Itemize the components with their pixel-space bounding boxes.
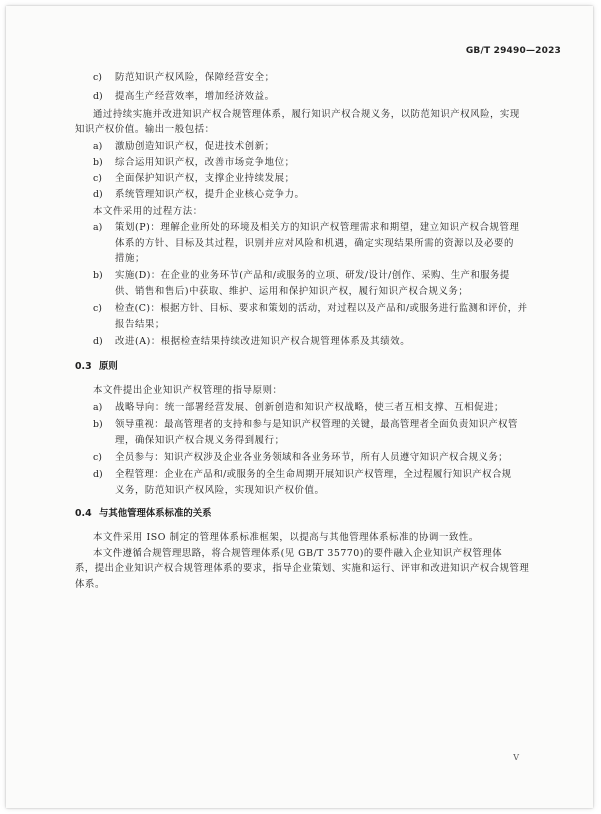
list-item-text: 全员参与：知识产权涉及企业各业务领域和各业务环节，所有人员遵守知识产权合规义务； bbox=[115, 452, 509, 463]
list-item-text: 策划(P)：理解企业所处的环境及相关方的知识产权管理需求和期望，建立知识产权合规管理 bbox=[115, 222, 520, 233]
section-title: 原则 bbox=[99, 361, 118, 372]
list-item-text: 激励创造知识产权，促进技术创新； bbox=[115, 141, 275, 152]
list-label: a) bbox=[93, 141, 103, 152]
list-label: c) bbox=[93, 452, 102, 463]
section-heading bbox=[75, 508, 212, 520]
list-item-text: 综合运用知识产权，改善市场竞争地位； bbox=[115, 157, 295, 168]
list-label: d) bbox=[93, 189, 103, 200]
section-number: 0.3 bbox=[75, 361, 92, 372]
paragraph-line: 体系。 bbox=[75, 579, 105, 590]
standard-number: GB/T 29490—2023 bbox=[465, 46, 561, 56]
list-item-text: 义务，防范知识产权风险，实现知识产权价值。 bbox=[115, 485, 325, 496]
paragraph-line: 知识产权价值。输出一般包括： bbox=[75, 124, 215, 135]
list-item-text: 措施； bbox=[115, 253, 145, 264]
list-item-text: 战略导向：统一部署经营发展、创新创造和知识产权战略，使三者互相支撑、互相促进； bbox=[115, 402, 505, 413]
list-item-text: 全面保护知识产权，支撑企业持续发展； bbox=[115, 173, 295, 184]
paragraph-line: 本文件提出企业知识产权管理的指导原则： bbox=[93, 385, 283, 396]
list-label: b) bbox=[93, 419, 103, 430]
page-number: V bbox=[513, 753, 519, 762]
list-label: d) bbox=[93, 469, 103, 480]
section-title: 与其他管理体系标准的关系 bbox=[99, 508, 212, 519]
list-item-text: 理，确保知识产权合规义务得到履行； bbox=[115, 435, 285, 446]
list-label: d) bbox=[93, 91, 103, 102]
section-heading bbox=[75, 361, 118, 373]
list-item-text: 检查(C)：根据方针、目标、要求和策划的活动，对过程以及产品和/或服务进行监测和评价，并 bbox=[115, 303, 528, 314]
paragraph-line: 本文件采用 ISO 制定的管理体系标准框架，以提高与其他管理体系标准的协调一致性。 bbox=[93, 532, 479, 543]
list-item-text: 实施(D)：在企业的业务环节(产品和/或服务的立项、研发/设计/创作、采购、生产和服务提 bbox=[115, 270, 510, 281]
list-label: a) bbox=[93, 222, 103, 233]
paragraph-line: 本文件遵循合规管理思路，将合规管理体系(见 GB/T 35770)的要件融入企业知识产权管理体 bbox=[93, 548, 503, 559]
list-item-text: 防范知识产权风险，保障经营安全； bbox=[115, 72, 275, 83]
list-item-text: 报告结果； bbox=[115, 319, 165, 330]
list-label: c) bbox=[93, 173, 102, 184]
list-item-text: 提高生产经营效率，增加经济效益。 bbox=[115, 91, 275, 102]
list-item-text: 领导重视：最高管理者的支持和参与是知识产权管理的关键，最高管理者全面负责知识产权管 bbox=[115, 419, 518, 430]
list-label: a) bbox=[93, 402, 103, 413]
paragraph-line: 本文件采用的过程方法： bbox=[93, 206, 203, 217]
list-item-text: 改进(A)：根据检查结果持续改进知识产权合规管理体系及其绩效。 bbox=[115, 336, 411, 347]
list-label: c) bbox=[93, 72, 102, 83]
list-item-text: 体系的方针、目标及其过程，识别并应对风险和机遇，确定实现结果所需的资源以及必要的 bbox=[115, 238, 515, 249]
list-item-text: 系统管理知识产权，提升企业核心竞争力。 bbox=[115, 189, 305, 200]
list-label: d) bbox=[93, 336, 103, 347]
section-number: 0.4 bbox=[75, 508, 92, 519]
list-label: c) bbox=[93, 303, 102, 314]
list-label: b) bbox=[93, 157, 103, 168]
list-item-text: 全程管理：企业在产品和/或服务的全生命周期开展知识产权管理，全过程履行知识产权合规 bbox=[115, 469, 512, 480]
list-label: b) bbox=[93, 270, 103, 281]
paragraph-line: 通过持续实施并改进知识产权合规管理体系，履行知识产权合规义务，以防范知识产权风险，实现 bbox=[93, 109, 520, 120]
list-item-text: 供、销售和售后)中获取、维护、运用和保护知识产权，履行知识产权合规义务； bbox=[115, 286, 469, 297]
paragraph-line: 系，提出企业知识产权合规管理体系的要求，指导企业策划、实施和运行、评审和改进知识产权合规管理 bbox=[75, 563, 530, 574]
